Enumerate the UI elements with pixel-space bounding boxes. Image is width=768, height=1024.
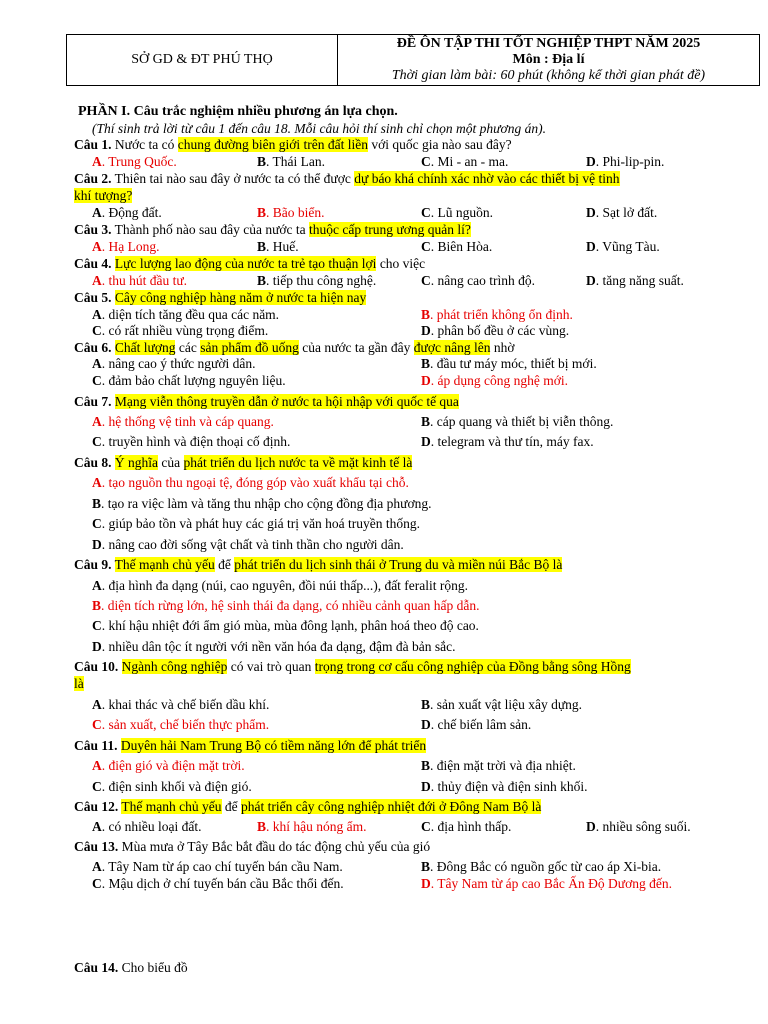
- question-10-cont: là: [74, 676, 84, 691]
- q5-option-c: C. có rất nhiều vùng trọng điểm.: [92, 323, 269, 338]
- exam-time: Thời gian làm bài: 60 phút (không kể thời gian phát đề): [391, 68, 706, 83]
- q11-option-b: B. điện mặt trời và địa nhiệt.: [421, 758, 576, 773]
- q8-option-b: B. tạo ra việc làm và tăng thu nhập cho cộng đồng địa phương.: [92, 496, 432, 511]
- question-2: Câu 2. Thiên tai nào sau đây ở nước ta có thể được dự báo khá chính xác nhờ vào các thiết bị vệ tinh: [74, 171, 620, 186]
- q4-option-a: A. thu hút đầu tư.: [92, 273, 188, 288]
- q13-option-c: C. Mậu dịch ở chí tuyến bán cầu Bắc thổi đến.: [92, 876, 344, 891]
- q2-option-d: D. Sạt lở đất.: [586, 205, 658, 220]
- q1-option-b: B. Thái Lan.: [257, 154, 325, 169]
- question-1: Câu 1. Nước ta có chung đường biên giới trên đất liền với quốc gia nào sau đây?: [74, 137, 512, 152]
- q1-option-c: C. Mi - an - ma.: [421, 154, 509, 169]
- q5-option-b: B. phát triển không ổn định.: [421, 307, 573, 322]
- q7-option-a: A. hệ thống vệ tinh và cáp quang.: [92, 414, 274, 429]
- q11-option-d: D. thủy điện và điện sinh khối.: [421, 779, 588, 794]
- q13-option-b: B. Đông Bắc có nguồn gốc từ cao áp Xi-bia.: [421, 859, 662, 874]
- question-4: Câu 4. Lực lượng lao động của nước ta trẻ tạo thuận lợi cho việc: [74, 256, 426, 271]
- q12-option-b: B. khí hậu nóng ẩm.: [257, 819, 367, 834]
- exam-subject: Môn : Địa lí: [512, 52, 585, 67]
- q13-option-d: D. Tây Nam từ áp cao Bắc Ấn Độ Dương đến.: [421, 876, 672, 891]
- q4-option-b: B. tiếp thu công nghệ.: [257, 273, 377, 288]
- q6-option-a: A. nâng cao ý thức người dân.: [92, 356, 256, 371]
- part-note: (Thí sinh trả lời từ câu 1 đến câu 18. Mỗi câu hỏi thí sinh chỉ chọn một phương án).: [92, 121, 546, 136]
- q5-option-a: A. diện tích tăng đều qua các năm.: [92, 307, 280, 322]
- q2-option-b: B. Bão biển.: [257, 205, 325, 220]
- part-title: PHẦN I. Câu trắc nghiệm nhiều phương án lựa chọn.: [78, 104, 398, 119]
- question-8: Câu 8. Ý nghĩa của phát triển du lịch nước ta về mặt kinh tế là: [74, 455, 413, 470]
- q12-option-d: D. nhiều sông suối.: [586, 819, 691, 834]
- question-3: Câu 3. Thành phố nào sau đây của nước ta thuộc cấp trung ương quản lí?: [74, 222, 471, 237]
- question-11: Câu 11. Duyên hải Nam Trung Bộ có tiềm năng lớn để phát triển: [74, 738, 427, 753]
- question-12: Câu 12. Thế mạnh chủ yếu để phát triển cây công nghiệp nhiệt đới ở Đông Nam Bộ là: [74, 799, 542, 814]
- q3-option-d: D. Vũng Tàu.: [586, 239, 660, 254]
- q13-option-a: A. Tây Nam từ áp cao chí tuyến bán cầu Nam.: [92, 859, 343, 874]
- q5-option-d: D. phân bố đều ở các vùng.: [421, 323, 570, 338]
- q9-option-b: B. diện tích rừng lớn, hệ sinh thái đa dạng, có nhiều cảnh quan hấp dẫn.: [92, 598, 480, 613]
- q3-option-a: A. Hạ Long.: [92, 239, 160, 254]
- q8-option-a: A. tạo nguồn thu ngoại tệ, đóng góp vào xuất khẩu tại chỗ.: [92, 475, 409, 490]
- question-7: Câu 7. Mạng viễn thông truyền dẫn ở nước ta hội nhập với quốc tế qua: [74, 394, 459, 409]
- q7-option-d: D. telegram và thư tín, máy fax.: [421, 434, 594, 449]
- question-6: Câu 6. Chất lượng các sản phẩm đồ uống của nước ta gần đây được nâng lên nhờ: [74, 340, 515, 355]
- q9-option-a: A. địa hình đa dạng (núi, cao nguyên, đồi núi thấp...), đất feralit rộng.: [92, 578, 469, 593]
- q10-option-a: A. khai thác và chế biến dầu khí.: [92, 697, 270, 712]
- q9-option-c: C. khí hậu nhiệt đới ẩm gió mùa, mùa đông lạnh, phân hoá theo độ cao.: [92, 618, 479, 633]
- q3-option-b: B. Huế.: [257, 239, 299, 254]
- question-9: Câu 9. Thế mạnh chủ yếu để phát triển du lịch sinh thái ở Trung du và miền núi Bắc Bộ là: [74, 557, 563, 572]
- question-10: Câu 10. Ngành công nghiệp có vai trò quan trọng trong cơ cấu công nghiệp của Đồng bằng sông Hồng: [74, 659, 631, 674]
- q10-option-b: B. sản xuất vật liệu xây dựng.: [421, 697, 583, 712]
- q11-option-a: A. điện gió và điện mặt trời.: [92, 758, 245, 773]
- exam-title: ĐỀ ÔN TẬP THI TỐT NGHIỆP THPT NĂM 2025: [396, 36, 701, 51]
- q10-option-c: C. sản xuất, chế biến thực phẩm.: [92, 717, 270, 732]
- department-name: SỞ GD & ĐT PHÚ THỌ: [67, 35, 338, 85]
- q8-option-d: D. nâng cao đời sống vật chất và tinh thần cho người dân.: [92, 537, 404, 552]
- q11-option-c: C. điện sinh khối và điện gió.: [92, 779, 252, 794]
- q1-option-a: A. Trung Quốc.: [92, 154, 177, 169]
- q9-option-d: D. nhiều dân tộc ít người với nền văn hóa đa dạng, đậm đà bản sắc.: [92, 639, 456, 654]
- q4-option-d: D. tăng năng suất.: [586, 273, 684, 288]
- q12-option-a: A. có nhiều loại đất.: [92, 819, 202, 834]
- q10-option-d: D. chế biến lâm sản.: [421, 717, 532, 732]
- q7-option-c: C. truyền hình và điện thoại cố định.: [92, 434, 291, 449]
- exam-title-block: [338, 35, 759, 85]
- q8-option-c: C. giúp bảo tồn và phát huy các giá trị văn hoá truyền thống.: [92, 516, 421, 531]
- q6-option-c: C. đảm bảo chất lượng nguyên liệu.: [92, 373, 286, 388]
- q6-option-b: B. đầu tư máy móc, thiết bị mới.: [421, 356, 597, 371]
- q2-option-a: A. Động đất.: [92, 205, 162, 220]
- q3-option-c: C. Biên Hòa.: [421, 239, 493, 254]
- q4-option-c: C. nâng cao trình độ.: [421, 273, 535, 288]
- exam-header: [66, 34, 760, 86]
- question-5: Câu 5. Cây công nghiệp hàng năm ở nước ta hiện nay: [74, 290, 367, 305]
- question-2-cont: khí tượng?: [74, 188, 133, 203]
- q2-option-c: C. Lũ nguồn.: [421, 205, 493, 220]
- q7-option-b: B. cáp quang và thiết bị viễn thông.: [421, 414, 614, 429]
- q6-option-d: D. áp dụng công nghệ mới.: [421, 373, 568, 388]
- question-14: Câu 14. Cho biểu đồ: [74, 960, 188, 975]
- q1-option-d: D. Phi-lip-pin.: [586, 154, 665, 169]
- q12-option-c: C. địa hình thấp.: [421, 819, 512, 834]
- question-13: Câu 13. Mùa mưa ở Tây Bắc bắt đầu do tác động chủ yếu của gió: [74, 839, 431, 854]
